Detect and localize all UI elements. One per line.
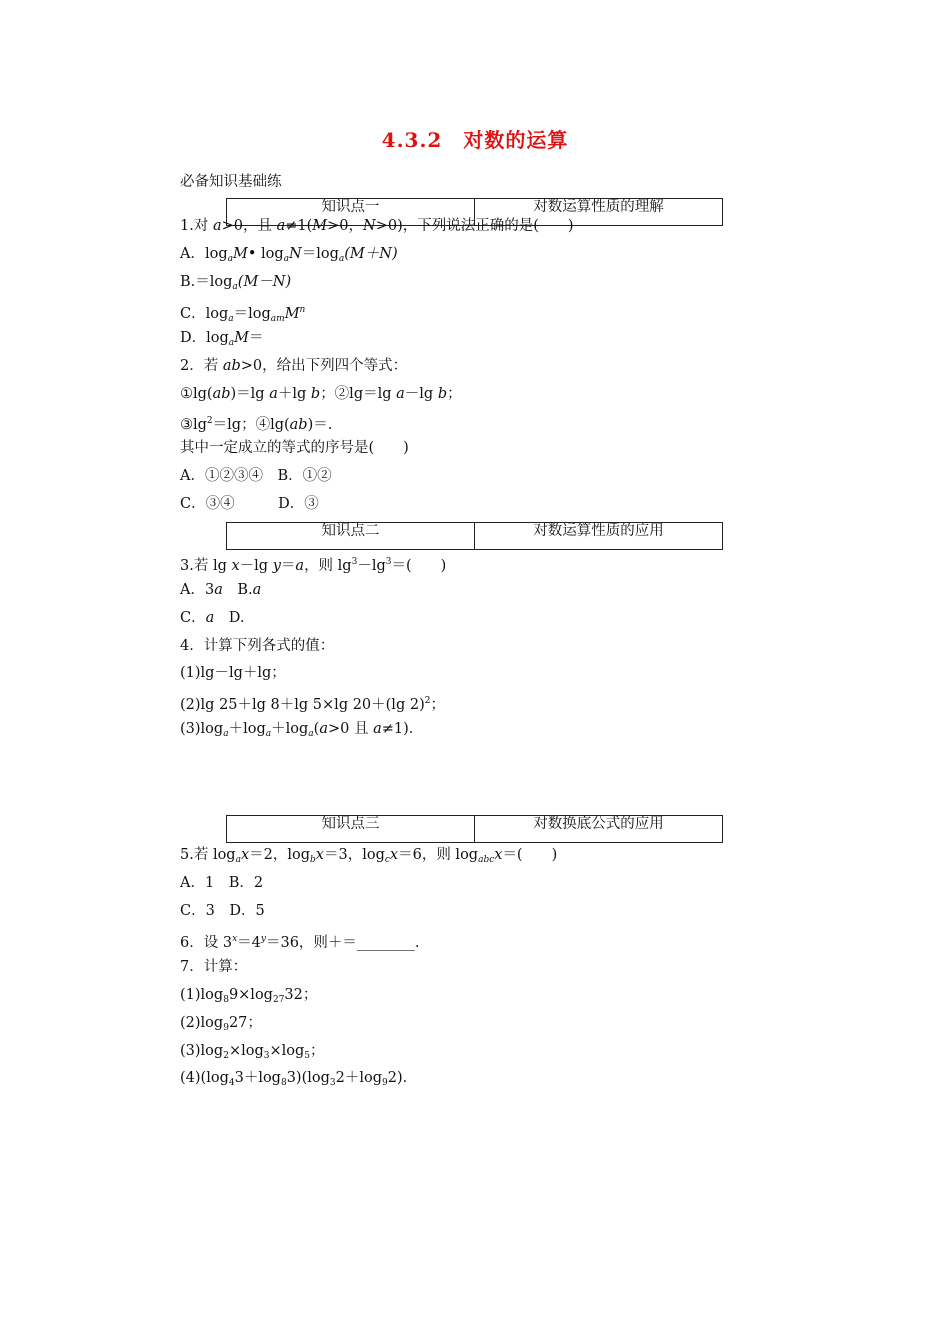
knowledge-point-box-2 xyxy=(226,522,723,550)
question-4-stem: 4．计算下列各式的值： xyxy=(180,638,335,654)
question-1-option-a: A．$\log_aM•$ $\log_aN=\log_a(M+N)$ xyxy=(180,246,398,264)
question-1-option-c: C．$\log_a=\log_{am}M^n$ xyxy=(180,305,306,324)
question-3-stem: 3.若 lg x－lg y＝a，则 $\lg^3-\lg^3=$( ) xyxy=(180,557,447,574)
question-3-options-cd: C．a D. xyxy=(180,610,245,626)
question-3-options-ab: A．3a B.a xyxy=(180,582,262,598)
question-5-stem: 5.若 $\log_ax=2$，$\log_bx=3$，$\log_cx=6$，则 $\log_{abc}x=$( ) xyxy=(180,847,558,865)
question-5-options-cd: C．3 D．5 xyxy=(180,903,265,919)
question-7-part-1: $(1)\log_89\times\log_{27}32$； xyxy=(180,987,318,1005)
question-7-part-3: $(3)\log_2\times\log_3\times\log_5$； xyxy=(180,1043,325,1061)
question-7-part-2: $(2)\log_927$； xyxy=(180,1015,262,1033)
knowledge-point-label: 知识点一 xyxy=(321,199,380,215)
page-title: 4.3.2 对数的运算 xyxy=(381,128,569,152)
knowledge-point-box-3 xyxy=(226,815,723,843)
section-heading: 必备知识基础练 xyxy=(180,174,282,190)
question-6-stem: 6．设 $3^x=4^y=36$，则＋＝________. xyxy=(180,934,420,951)
question-5-options-ab: A．1 B．2 xyxy=(180,875,264,891)
knowledge-point-topic: 对数运算性质的理解 xyxy=(474,199,722,225)
question-2-options-cd: C．③④ D．③ xyxy=(180,496,319,512)
question-7-part-4: $(4)(\log_43+\log_83)(\log_32+\log_92)$． xyxy=(180,1070,418,1088)
knowledge-point-topic: 对数运算性质的应用 xyxy=(474,523,722,549)
question-2-stem: 2．若 ab>0，给出下列四个等式： xyxy=(180,358,408,374)
knowledge-point-label: 知识点三 xyxy=(321,816,380,832)
question-4-part-3: $(3)\log_a+\log_a+\log_a(a>0$ 且 a≠1)． xyxy=(180,721,424,739)
question-4-part-1: (1)lg－lg＋lg； xyxy=(180,665,286,681)
question-7-stem: 7．计算： xyxy=(180,959,248,975)
question-2-equations-2: $③\lg^2=\lg$；④lg(ab)＝. xyxy=(180,416,333,433)
question-2-ask: 其中一定成立的等式的序号是( ) xyxy=(180,440,409,456)
question-2-options-ab: A．①②③④ B．①② xyxy=(180,468,332,484)
knowledge-point-label: 知识点二 xyxy=(321,523,380,539)
question-1-stem: 1.对 a>0，且 a≠1(M>0，N>0)，下列说法正确的是( ) xyxy=(180,218,574,234)
question-4-part-2: (2)lg 25＋lg 8＋lg 5×lg 20＋(lg 2)$^2$； xyxy=(180,696,445,713)
knowledge-point-topic: 对数换底公式的应用 xyxy=(474,816,722,842)
question-1-option-b: $B.=\log_a(M-N)$ xyxy=(180,274,292,292)
question-1-option-d: D．$\log_aM=$ xyxy=(180,330,264,348)
question-2-equations-1: ①lg(ab)＝lg a＋lg b；②lg＝lg a－lg b； xyxy=(180,386,462,402)
